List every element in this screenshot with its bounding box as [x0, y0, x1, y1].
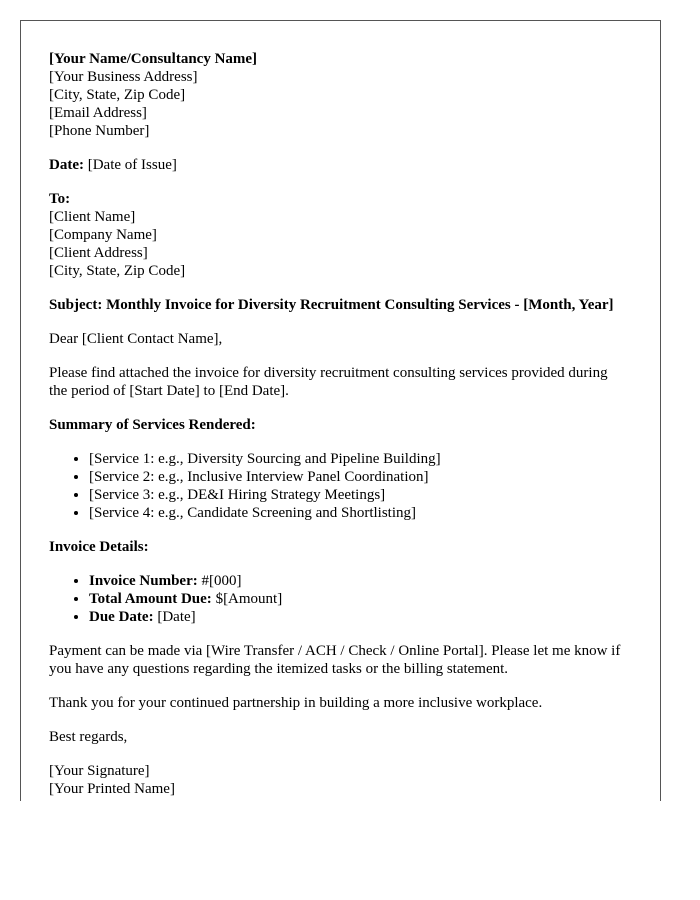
list-item: • [Service 2: e.g., Inclusive Interview Panel Coordination] [89, 468, 624, 486]
invoice-heading: Invoice Details: [49, 539, 149, 555]
list-item: • [Service 3: e.g., DE&I Hiring Strategy Meetings] [89, 486, 624, 504]
signature: [Your Signature] [49, 763, 150, 779]
sender-phone: [Phone Number] [49, 123, 150, 139]
recipient-label: To: [49, 191, 71, 207]
thanks-paragraph: Thank you for your continued partnership in building a more inclusive workplace. [49, 695, 543, 711]
payment-paragraph: Payment can be made via [Wire Transfer / ACH / Check / Online Portal]. Please let me know if you have any questions regarding the itemized tasks or the billing statement. [49, 643, 621, 677]
invoice-number-value: #[000] [201, 573, 242, 589]
letter-content [49, 50, 624, 801]
signature-block [49, 762, 624, 798]
sender-address: [Your Business Address] [49, 69, 198, 85]
recipient-city-state-zip: [City, State, Zip Code] [49, 263, 186, 279]
subject-line: Subject: Monthly Invoice for Diversity Recruitment Consulting Services - [Month, Year] [49, 297, 614, 313]
invoice-number-label: Invoice Number: [89, 573, 198, 589]
sender-city-state-zip: [City, State, Zip Code] [49, 87, 186, 103]
recipient-block [49, 190, 624, 280]
invoice-amount-label: Total Amount Due: [89, 591, 212, 607]
services-heading: Summary of Services Rendered: [49, 417, 256, 433]
salutation: Dear [Client Contact Name], [49, 331, 223, 347]
recipient-client-address: [Client Address] [49, 245, 148, 261]
invoice-details-list [49, 572, 624, 626]
invoice-due-value: [Date] [157, 609, 196, 625]
date-value: [Date of Issue] [87, 157, 177, 173]
invoice-number-item [89, 572, 624, 590]
recipient-company-name: [Company Name] [49, 227, 157, 243]
letter-page [20, 20, 661, 801]
list-item: • [Service 1: e.g., Diversity Sourcing and Pipeline Building] [89, 450, 624, 468]
invoice-due-item [89, 608, 624, 626]
date-line [49, 156, 624, 174]
sender-name: [Your Name/Consultancy Name] [49, 51, 258, 67]
intro-paragraph: Please find attached the invoice for diversity recruitment consulting services provided during the period of [Start Date] to [End Date]. [49, 365, 608, 399]
sender-email: [Email Address] [49, 105, 147, 121]
invoice-amount-value: $[Amount] [215, 591, 283, 607]
sender-block [49, 50, 624, 140]
recipient-client-name: [Client Name] [49, 209, 136, 225]
invoice-due-label: Due Date: [89, 609, 154, 625]
date-label: Date: [49, 157, 84, 173]
closing: Best regards, [49, 729, 128, 745]
invoice-amount-item [89, 590, 624, 608]
services-list [49, 450, 624, 522]
list-item: • [Service 4: e.g., Candidate Screening and Shortlisting] [89, 504, 624, 522]
printed-name: [Your Printed Name] [49, 781, 175, 797]
